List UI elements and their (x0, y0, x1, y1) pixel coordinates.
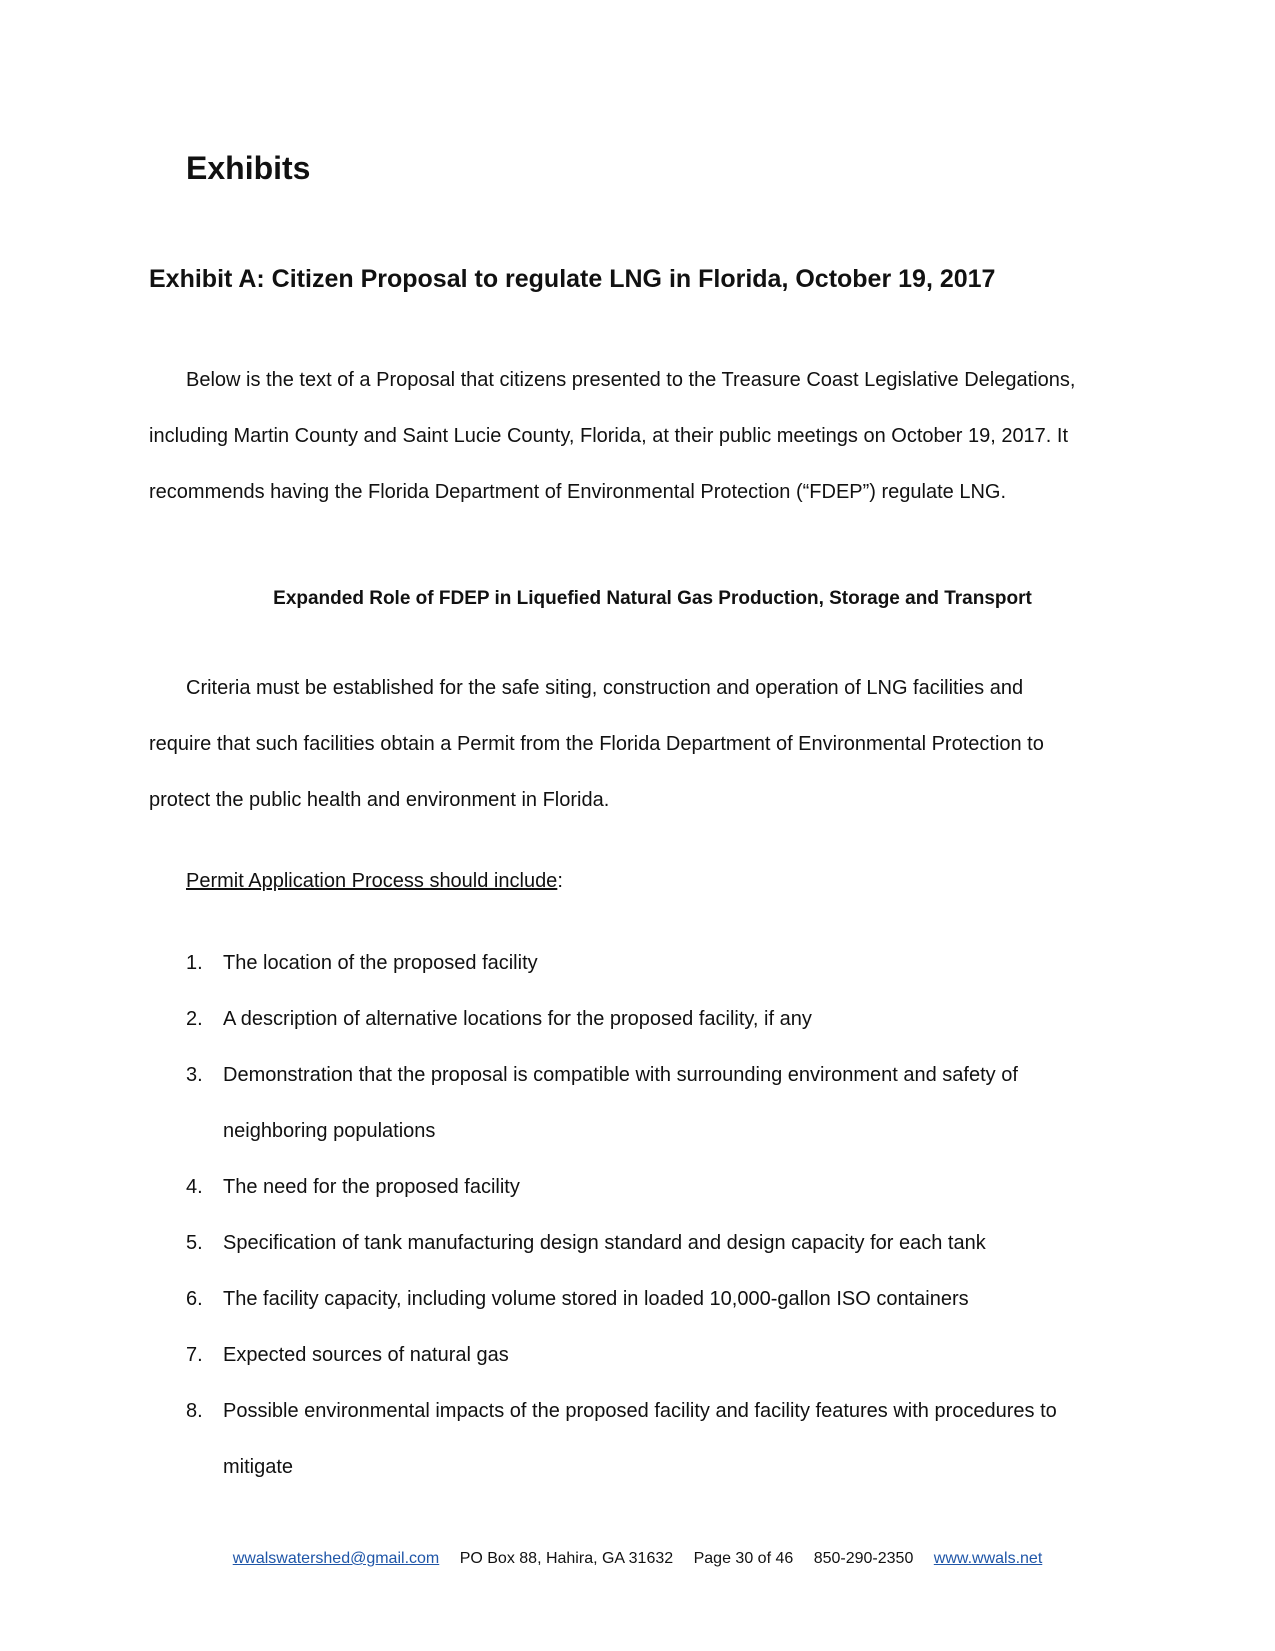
footer-website-link[interactable]: www.wwals.net (933, 1550, 1043, 1567)
list-item-number: 5. (186, 1232, 203, 1254)
list-item-number: 2. (186, 1008, 203, 1030)
list-item (186, 1383, 1126, 1495)
list-item (186, 1271, 1126, 1327)
list-item (186, 1159, 1126, 1215)
criteria-line: Criteria must be established for the safe siting, construction and operation of LNG facilities and (186, 677, 1024, 699)
list-item (186, 1047, 1126, 1159)
list-item-number: 7. (186, 1344, 203, 1366)
list-item-number: 1. (186, 952, 203, 974)
list-item-number: 3. (186, 1064, 203, 1086)
intro-line: Below is the text of a Proposal that citizens presented to the Treasure Coast Legislative Delegations, (186, 369, 1076, 391)
list-item-text: mitigate (223, 1456, 294, 1478)
list-item-number: 8. (186, 1400, 203, 1422)
intro-line: including Martin County and Saint Lucie County, Florida, at their public meetings on October 19, 2017. It (149, 425, 1069, 447)
permit-heading-colon: : (557, 870, 563, 892)
list-item-text: The facility capacity, including volume stored in loaded 10,000-gallon ISO containers (223, 1288, 969, 1310)
section-title: Expanded Role of FDEP in Liquefied Natural Gas Production, Storage and Transport (273, 588, 1032, 609)
list-item-text: The need for the proposed facility (223, 1176, 520, 1198)
list-item (186, 1215, 1126, 1271)
list-item-text: Demonstration that the proposal is compatible with surrounding environment and safety of (223, 1064, 1018, 1086)
criteria-line: protect the public health and environment in Florida. (149, 789, 610, 811)
exhibit-title: Exhibit A: Citizen Proposal to regulate LNG in Florida, October 19, 2017 (149, 265, 996, 293)
list-item-text: Specification of tank manufacturing design standard and design capacity for each tank (223, 1232, 986, 1254)
criteria-paragraph (149, 660, 1129, 828)
permit-heading (186, 870, 563, 893)
criteria-line: require that such facilities obtain a Permit from the Florida Department of Environmental Protection to (149, 733, 1044, 755)
footer-page-number: Page 30 of 46 (693, 1550, 794, 1567)
footer-email-link[interactable]: wwalswatershed@gmail.com (232, 1550, 440, 1567)
list-item-text: A description of alternative locations for the proposed facility, if any (223, 1008, 812, 1030)
list-item (186, 991, 1126, 1047)
permit-heading-text: Permit Application Process should include (186, 870, 558, 892)
list-item-text: Possible environmental impacts of the proposed facility and facility features with procedures to (223, 1400, 1057, 1422)
footer-address: PO Box 88, Hahira, GA 31632 (459, 1550, 674, 1567)
page-footer (0, 1550, 1275, 1568)
footer-phone: 850-290-2350 (813, 1550, 914, 1567)
permit-requirements-list (186, 935, 1126, 1495)
page-heading: Exhibits (186, 150, 311, 186)
list-item-text: The location of the proposed facility (223, 952, 538, 974)
list-item (186, 935, 1126, 991)
list-item-text: neighboring populations (223, 1120, 436, 1142)
intro-paragraph (149, 352, 1129, 520)
intro-line: recommends having the Florida Department of Environmental Protection (“FDEP”) regulate LNG. (149, 481, 1007, 503)
list-item-text: Expected sources of natural gas (223, 1344, 509, 1366)
list-item-number: 6. (186, 1288, 203, 1310)
list-item (186, 1327, 1126, 1383)
list-item-number: 4. (186, 1176, 203, 1198)
